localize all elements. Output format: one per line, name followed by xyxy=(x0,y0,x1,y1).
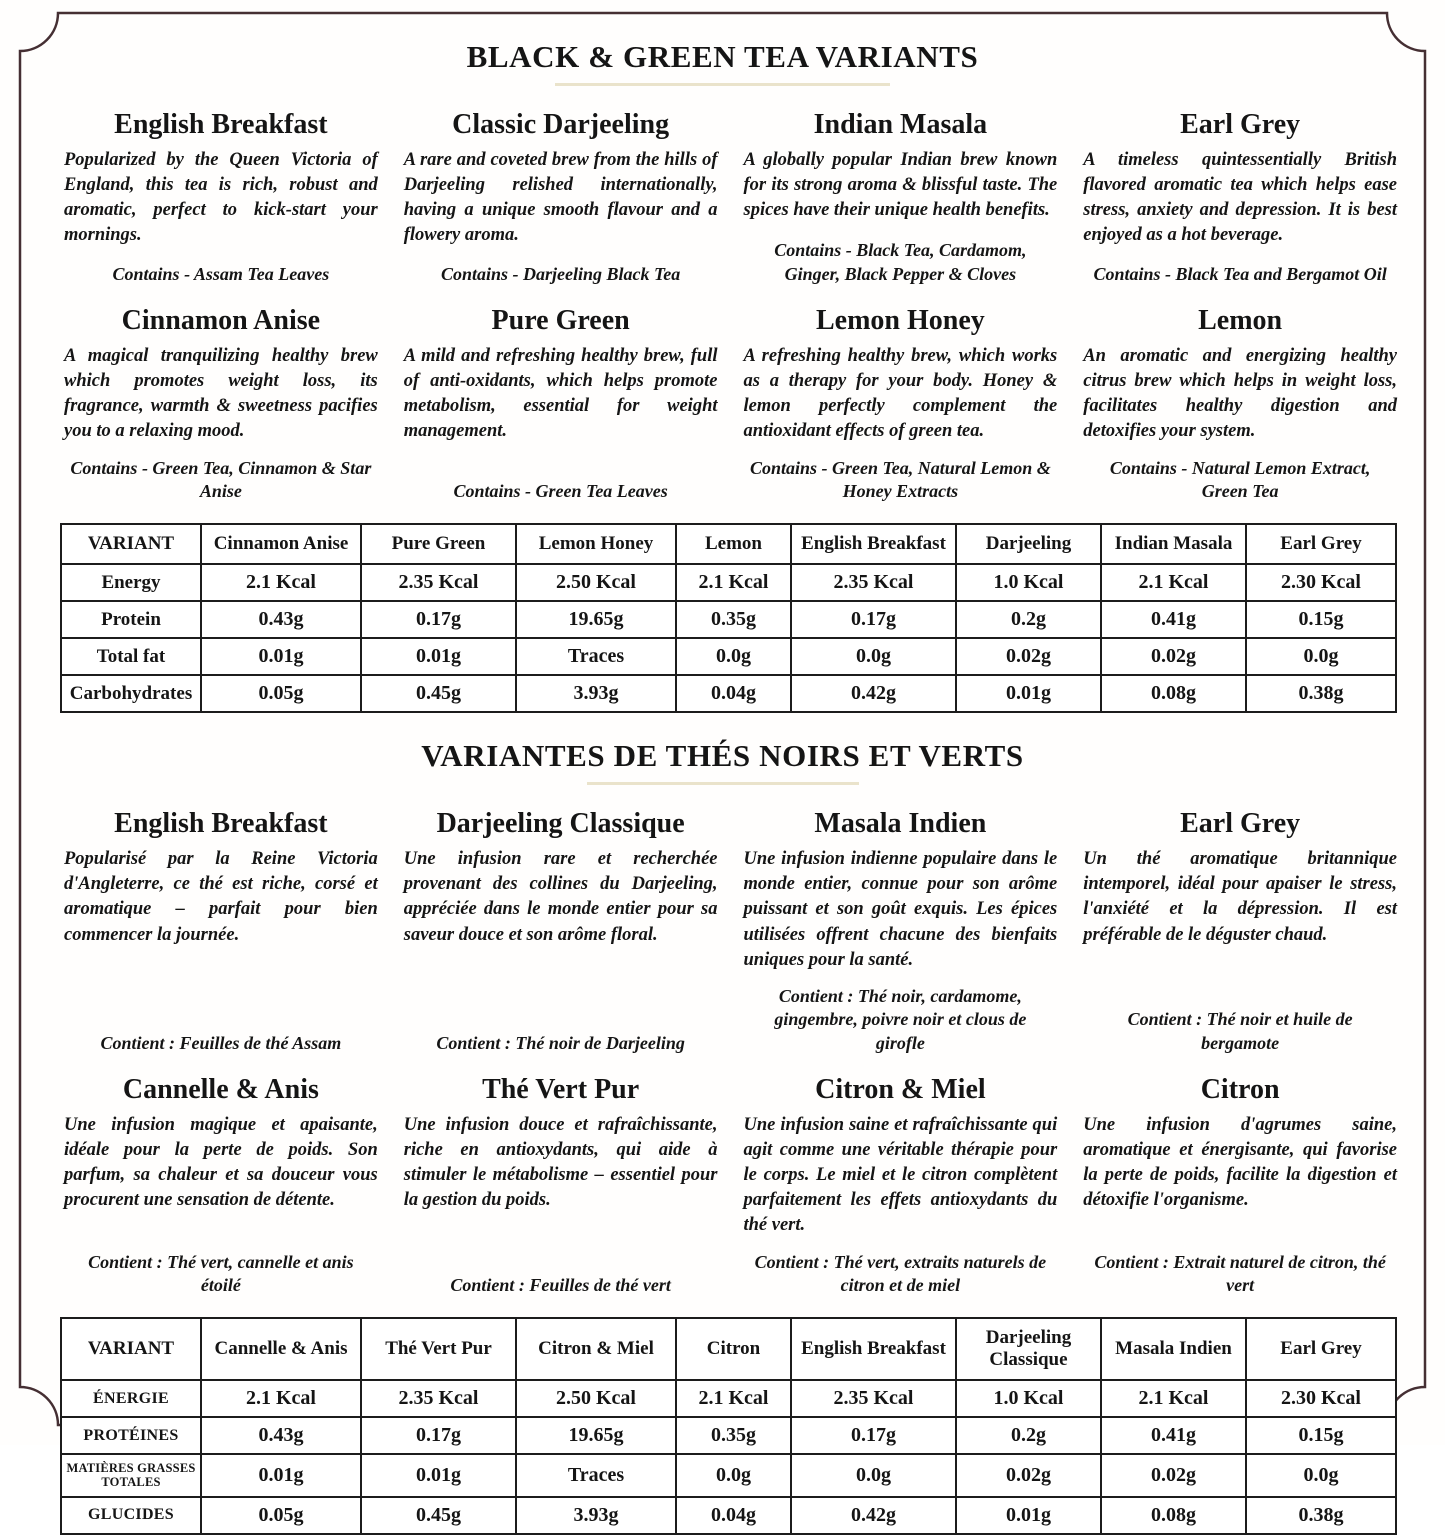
table-column-header: Earl Grey xyxy=(1246,524,1396,564)
tea-card xyxy=(64,801,378,1067)
section-title-french xyxy=(0,739,1445,785)
table-column-header: Darjeeling xyxy=(956,524,1101,564)
tea-variant-name: English Breakfast xyxy=(114,109,328,141)
table-value-cell: 2.1 Kcal xyxy=(201,1380,361,1417)
table-value-cell: 2.35 Kcal xyxy=(361,564,516,601)
table-row xyxy=(61,1380,1396,1417)
tea-card xyxy=(404,102,718,298)
table-value-cell: 1.0 Kcal xyxy=(956,1380,1101,1417)
tea-description: A mild and refreshing healthy brew, full of anti-oxidants, which helps promote metabolism, essential for weight management. xyxy=(403,345,718,442)
tea-description: A magical tranquilizing healthy brew which promotes weight loss, its fragrance, warmth & sweetness pacifies you to a relaxing mood. xyxy=(64,345,378,442)
tea-variant-name: Cannelle & Anis xyxy=(122,1073,319,1105)
table-value-cell: 0.2g xyxy=(956,1417,1101,1454)
table-value-cell: 0.01g xyxy=(201,1454,361,1497)
tea-contains: Contient : Feuilles de thé vert xyxy=(450,1274,671,1295)
tea-variant-name: Earl Grey xyxy=(1180,109,1301,141)
tea-cards-grid-english xyxy=(0,102,1445,515)
table-row-label: GLUCIDES xyxy=(61,1497,201,1534)
table-value-cell: 0.42g xyxy=(791,675,956,712)
table-value-cell: 0.01g xyxy=(956,675,1101,712)
table-variant-header: VARIANT xyxy=(61,1318,201,1380)
tea-contains: Contient : Thé noir, cardamome, gingembre, poivre noir et clous de girofle xyxy=(774,985,1027,1053)
tea-contains: Contains - Darjeeling Black Tea xyxy=(440,263,681,284)
table-value-cell: 0.08g xyxy=(1101,675,1246,712)
table-header-row xyxy=(61,1318,1396,1380)
table-value-cell: 0.04g xyxy=(676,675,791,712)
tea-description: Une infusion indienne populaire dans le monde entier, connue pour son arôme puissant et son goût exquis. Les épices utilisées offrent chacune des bienfaits uniques pour la santé. xyxy=(743,849,1058,970)
table-value-cell: 0.41g xyxy=(1101,601,1246,638)
table-value-cell: 2.1 Kcal xyxy=(676,1380,791,1417)
table-value-cell: 2.1 Kcal xyxy=(1101,564,1246,601)
section-title-text: BLACK & GREEN TEA VARIANTS xyxy=(466,39,979,74)
table-row-label: Energy xyxy=(61,564,201,601)
table-value-cell: 2.1 Kcal xyxy=(1101,1380,1246,1417)
table-row-label: Carbohydrates xyxy=(61,675,201,712)
table-value-cell: 0.01g xyxy=(201,638,361,675)
tea-variant-name: Thé Vert Pur xyxy=(482,1073,640,1105)
table-value-cell: 0.15g xyxy=(1246,1417,1396,1454)
table-row-label: MATIÈRES GRASSES TOTALES xyxy=(61,1454,201,1497)
table-value-cell: 0.0g xyxy=(791,1454,956,1497)
tea-variant-name: Indian Masala xyxy=(813,109,988,141)
table-column-header: Citron & Miel xyxy=(516,1318,676,1380)
table-value-cell: 3.93g xyxy=(516,1497,676,1534)
table-value-cell: 2.35 Kcal xyxy=(361,1380,516,1417)
table-column-header: Masala Indien xyxy=(1101,1318,1246,1380)
table-value-cell: 0.43g xyxy=(201,1417,361,1454)
table-row-label: Total fat xyxy=(61,638,201,675)
table-value-cell: Traces xyxy=(516,1454,676,1497)
nutrition-table-english xyxy=(60,523,1397,713)
tea-description: A globally popular Indian brew known for its strong aroma & blissful taste. The spices have their unique health benefits. xyxy=(743,149,1058,221)
tea-variant-name: Cinnamon Anise xyxy=(121,305,321,337)
tea-variant-name: Classic Darjeeling xyxy=(452,109,670,141)
table-value-cell: 0.35g xyxy=(676,601,791,638)
section-english xyxy=(0,40,1445,713)
tea-description: Une infusion d'agrumes saine, aromatique et énergisante, qui favorise la perte de poids, facilite la digestion et détoxifie l'organisme. xyxy=(1083,1114,1397,1211)
tea-contains: Contains - Green Tea, Natural Lemon & Honey Extracts xyxy=(749,457,1051,501)
table-column-header: Darjeeling Classique xyxy=(956,1318,1101,1380)
table-row-label: PROTÉINES xyxy=(61,1417,201,1454)
tea-card xyxy=(1083,801,1397,1067)
section-title-text: VARIANTES DE THÉS NOIRS ET VERTS xyxy=(421,738,1024,774)
table-value-cell: 0.0g xyxy=(1246,1454,1396,1497)
table-value-cell: 2.30 Kcal xyxy=(1246,564,1396,601)
section-french xyxy=(0,739,1445,1535)
tea-card xyxy=(404,801,718,1067)
tea-card xyxy=(744,801,1058,1067)
table-column-header: Cinnamon Anise xyxy=(201,524,361,564)
table-value-cell: 3.93g xyxy=(516,675,676,712)
tea-description: Une infusion saine et rafraîchissante qui agit comme une véritable thérapie pour le corps. Le miel et le citron complètent parfaitement les effets antioxydants du thé vert. xyxy=(743,1114,1058,1236)
tea-variant-name: Darjeeling Classique xyxy=(436,808,685,840)
tea-variant-name: Lemon xyxy=(1198,305,1283,337)
table-variant-header: VARIANT xyxy=(61,524,201,564)
title-underline xyxy=(555,83,890,86)
tea-description: Popularized by the Queen Victoria of England, this tea is rich, robust and aromatic, perfect to kick-start your mornings. xyxy=(64,149,378,246)
tea-cards-grid-french xyxy=(0,801,1445,1309)
tea-card xyxy=(1083,102,1397,298)
tea-description: Popularisé par la Reine Victoria d'Angleterre, ce thé est riche, corsé et aromatique – parfait pour bien commencer la journée. xyxy=(64,849,378,945)
table-row xyxy=(61,601,1396,638)
table-value-cell: 19.65g xyxy=(516,601,676,638)
nutrition-table-french xyxy=(60,1317,1397,1534)
tea-card xyxy=(64,102,378,298)
table-value-cell: Traces xyxy=(516,638,676,675)
tea-contains: Contient : Thé noir et huile de bergamote xyxy=(1127,1009,1353,1053)
table-value-cell: 0.01g xyxy=(956,1497,1101,1534)
title-underline xyxy=(587,782,859,785)
table-column-header: Lemon Honey xyxy=(516,524,676,564)
table-value-cell: 0.02g xyxy=(1101,638,1246,675)
tea-description: A rare and coveted brew from the hills of Darjeeling relished internationally, having a unique smooth flavour and a flowery aroma. xyxy=(403,149,718,246)
table-row xyxy=(61,638,1396,675)
table-value-cell: 0.15g xyxy=(1246,601,1396,638)
table-column-header: English Breakfast xyxy=(791,1318,956,1380)
table-value-cell: 0.2g xyxy=(956,601,1101,638)
table-value-cell: 0.17g xyxy=(361,601,516,638)
table-column-header: Citron xyxy=(676,1318,791,1380)
table-value-cell: 0.45g xyxy=(361,1497,516,1534)
table-value-cell: 0.43g xyxy=(201,601,361,638)
tea-contains: Contains - Black Tea, Cardamom, Ginger, Black Pepper & Cloves xyxy=(774,240,1027,284)
table-value-cell: 2.50 Kcal xyxy=(516,1380,676,1417)
tea-description: A refreshing healthy brew, which works as a therapy for your body. Honey & lemon perfectly complement the antioxidant effects of green tea. xyxy=(743,345,1058,442)
table-value-cell: 0.38g xyxy=(1246,1497,1396,1534)
tea-contains: Contient : Thé vert, extraits naturels de citron et de miel xyxy=(754,1251,1047,1295)
table-row xyxy=(61,1497,1396,1534)
table-value-cell: 0.17g xyxy=(361,1417,516,1454)
tea-card xyxy=(744,1067,1058,1309)
table-value-cell: 0.38g xyxy=(1246,675,1396,712)
table-column-header: Cannelle & Anis xyxy=(201,1318,361,1380)
table-row xyxy=(61,1454,1396,1497)
table-value-cell: 0.0g xyxy=(791,638,956,675)
tea-card xyxy=(64,298,378,515)
tea-variant-name: Earl Grey xyxy=(1180,808,1301,840)
tea-card xyxy=(1083,1067,1397,1309)
table-value-cell: 2.1 Kcal xyxy=(201,564,361,601)
table-column-header: Thé Vert Pur xyxy=(361,1318,516,1380)
table-value-cell: 0.05g xyxy=(201,675,361,712)
table-value-cell: 0.04g xyxy=(676,1497,791,1534)
table-value-cell: 1.0 Kcal xyxy=(956,564,1101,601)
tea-card xyxy=(404,298,718,515)
table-value-cell: 0.0g xyxy=(1246,638,1396,675)
tea-contains: Contains - Green Tea Leaves xyxy=(453,480,668,501)
tea-variant-name: Masala Indien xyxy=(814,808,987,840)
table-column-header: English Breakfast xyxy=(791,524,956,564)
tea-variant-name: English Breakfast xyxy=(114,808,328,840)
table-value-cell: 0.02g xyxy=(1101,1454,1246,1497)
tea-description: An aromatic and energizing healthy citrus brew which helps in weight loss, facilitates healthy digestion and detoxifies your system. xyxy=(1083,345,1397,442)
tea-contains: Contains - Natural Lemon Extract, Green Tea xyxy=(1109,457,1371,501)
tea-variant-name: Pure Green xyxy=(491,305,630,337)
tea-description: Une infusion rare et recherchée provenant des collines du Darjeeling, appréciée dans le monde entier pour sa saveur douce et son arôme floral. xyxy=(403,849,718,945)
tea-card xyxy=(64,1067,378,1309)
tea-card xyxy=(404,1067,718,1309)
tea-card xyxy=(744,102,1058,298)
table-row xyxy=(61,1417,1396,1454)
tea-card xyxy=(1083,298,1397,515)
table-value-cell: 0.17g xyxy=(791,1417,956,1454)
table-row xyxy=(61,564,1396,601)
table-header-row xyxy=(61,524,1396,564)
table-value-cell: 0.05g xyxy=(201,1497,361,1534)
table-row xyxy=(61,675,1396,712)
tea-contains: Contient : Extrait naturel de citron, thé vert xyxy=(1094,1251,1386,1295)
table-value-cell: 0.35g xyxy=(676,1417,791,1454)
tea-contains: Contient : Feuilles de thé Assam xyxy=(100,1032,342,1053)
tea-contains: Contient : Thé noir de Darjeeling xyxy=(436,1032,685,1053)
table-row-label: Protein xyxy=(61,601,201,638)
table-value-cell: 0.45g xyxy=(361,675,516,712)
tea-variant-name: Lemon Honey xyxy=(815,305,985,337)
table-column-header: Earl Grey xyxy=(1246,1318,1396,1380)
section-title-english xyxy=(0,40,1445,86)
table-value-cell: 19.65g xyxy=(516,1417,676,1454)
table-value-cell: 0.0g xyxy=(676,638,791,675)
table-value-cell: 0.01g xyxy=(361,1454,516,1497)
tea-variant-name: Citron & Miel xyxy=(815,1073,986,1105)
tea-description: Un thé aromatique britannique intemporel, idéal pour apaiser le stress, l'anxiété et la dépression. Il est préférable de le déguster chaud. xyxy=(1083,849,1397,945)
tea-card xyxy=(744,298,1058,515)
table-value-cell: 2.35 Kcal xyxy=(791,1380,956,1417)
table-value-cell: 0.08g xyxy=(1101,1497,1246,1534)
table-value-cell: 0.02g xyxy=(956,638,1101,675)
table-value-cell: 0.42g xyxy=(791,1497,956,1534)
table-column-header: Lemon xyxy=(676,524,791,564)
table-value-cell: 0.01g xyxy=(361,638,516,675)
tea-description: Une infusion magique et apaisante, idéale pour la perte de poids. Son parfum, sa chaleur et sa douceur vous procurent une sensation de détente. xyxy=(64,1114,378,1211)
table-value-cell: 0.0g xyxy=(676,1454,791,1497)
table-value-cell: 2.35 Kcal xyxy=(791,564,956,601)
table-column-header: Indian Masala xyxy=(1101,524,1246,564)
table-value-cell: 0.17g xyxy=(791,601,956,638)
tea-description: Une infusion douce et rafraîchissante, riche en antioxydants, qui aide à stimuler le métabolisme – essentiel pour la gestion du poids. xyxy=(403,1114,718,1211)
table-value-cell: 2.1 Kcal xyxy=(676,564,791,601)
table-column-header: Pure Green xyxy=(361,524,516,564)
tea-variant-name: Citron xyxy=(1200,1073,1280,1105)
table-value-cell: 2.50 Kcal xyxy=(516,564,676,601)
table-value-cell: 0.02g xyxy=(956,1454,1101,1497)
tea-contains: Contient : Thé vert, cannelle et anis étoilé xyxy=(88,1251,354,1295)
tea-contains: Contains - Green Tea, Cinnamon & Star Anise xyxy=(70,457,372,501)
table-value-cell: 0.41g xyxy=(1101,1417,1246,1454)
table-row-label: ÉNERGIE xyxy=(61,1380,201,1417)
tea-description: A timeless quintessentially British flavored aromatic tea which helps ease stress, anxiety and depression. It is best enjoyed as a hot beverage. xyxy=(1083,149,1397,246)
tea-contains: Contains - Black Tea and Bergamot Oil xyxy=(1093,263,1387,284)
table-value-cell: 2.30 Kcal xyxy=(1246,1380,1396,1417)
tea-contains: Contains - Assam Tea Leaves xyxy=(112,263,330,284)
